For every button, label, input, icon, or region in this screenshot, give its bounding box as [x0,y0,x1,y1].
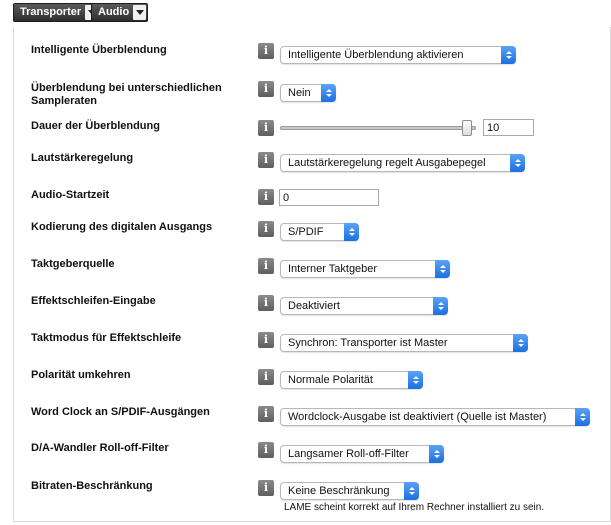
select-arrows-icon [513,334,528,352]
info-icon[interactable]: i [258,295,274,311]
select-arrows-icon [344,223,359,241]
select-value: Interner Taktgeber [288,263,378,275]
select-value: Intelligente Überblendung aktivieren [288,49,464,61]
word-clock-select[interactable] [280,408,590,426]
info-icon[interactable]: i [258,120,274,136]
setting-label: Dauer der Überblendung [31,120,160,132]
info-icon[interactable]: i [258,442,274,458]
select-value: Synchron: Transporter ist Master [288,337,448,349]
setting-label: Taktgeberquelle [31,258,115,270]
crossfade-duration-slider[interactable] [280,120,476,136]
setting-label: Intelligente Überblendung [31,44,167,56]
setting-label: Audio-Startzeit [31,189,110,201]
volume-select[interactable] [280,154,525,172]
select-arrows-icon [429,445,444,463]
lame-status-note: LAME scheint korrekt auf Ihrem Rechner installiert zu sein. [284,502,545,513]
setting-label: Bitraten-Beschränkung [31,480,153,492]
settings-panel [13,27,611,522]
select-arrows-icon [510,154,525,172]
crossfade-rates-select[interactable] [280,84,336,102]
tab-audio-label: Audio [98,6,130,18]
effects-input-select[interactable] [280,297,448,315]
setting-label: Lautstärkeregelung [31,152,134,164]
info-icon[interactable]: i [258,152,274,168]
select-arrows-icon [435,260,450,278]
info-icon[interactable]: i [258,189,274,205]
effects-clock-select[interactable] [280,334,528,352]
select-value: Lautstärkeregelung regelt Ausgabepegel [288,157,486,169]
select-arrows-icon [321,84,336,102]
select-arrows-icon [408,371,423,389]
setting-label: Polarität umkehren [31,369,131,381]
select-value: Wordclock-Ausgabe ist deaktiviert (Quelle ist Master) [288,411,547,423]
select-value: Keine Beschränkung [288,485,390,497]
slider-track[interactable] [280,126,476,130]
tab-transporter-label: Transporter [20,6,82,18]
digital-encoding-select[interactable] [280,223,359,241]
info-icon[interactable]: i [258,369,274,385]
setting-label: Effektschleifen-Eingabe [31,295,156,307]
audio-start-input[interactable] [279,189,379,206]
info-icon[interactable]: i [258,221,274,237]
slider-thumb[interactable] [462,120,472,136]
select-value: Langsamer Roll-off-Filter [288,448,409,460]
clock-source-select[interactable] [280,260,450,278]
crossfade-select[interactable] [280,46,516,64]
crossfade-duration-input[interactable] [483,119,534,136]
select-arrows-icon [433,297,448,315]
setting-label: D/A-Wandler Roll-off-Filter [31,442,169,454]
select-arrows-icon [404,482,419,500]
select-arrows-icon [501,46,516,64]
polarity-select[interactable] [280,371,423,389]
select-value: Nein [288,87,311,99]
info-icon[interactable]: i [258,258,274,274]
select-value: S/PDIF [288,226,324,238]
tab-transporter[interactable] [13,3,100,22]
setting-label: Taktmodus für Effektschleife [31,332,182,344]
info-icon[interactable]: i [258,81,274,97]
info-icon[interactable]: i [258,480,274,496]
select-arrows-icon [575,408,590,426]
info-icon[interactable]: i [258,332,274,348]
info-icon[interactable]: i [258,406,274,422]
dropdown-arrow-icon[interactable] [133,5,146,20]
bitrate-select[interactable] [280,482,419,500]
setting-label: Überblendung bei unterschiedlichen Sampleraten [31,82,222,107]
select-value: Normale Polarität [288,374,373,386]
tab-audio[interactable] [91,3,148,22]
select-value: Deaktiviert [288,300,340,312]
rolloff-select[interactable] [280,445,444,463]
info-icon[interactable]: i [258,43,274,59]
setting-label: Word Clock an S/PDIF-Ausgängen [31,406,210,418]
tab-bar [0,0,611,27]
setting-label: Kodierung des digitalen Ausgangs [31,221,213,233]
